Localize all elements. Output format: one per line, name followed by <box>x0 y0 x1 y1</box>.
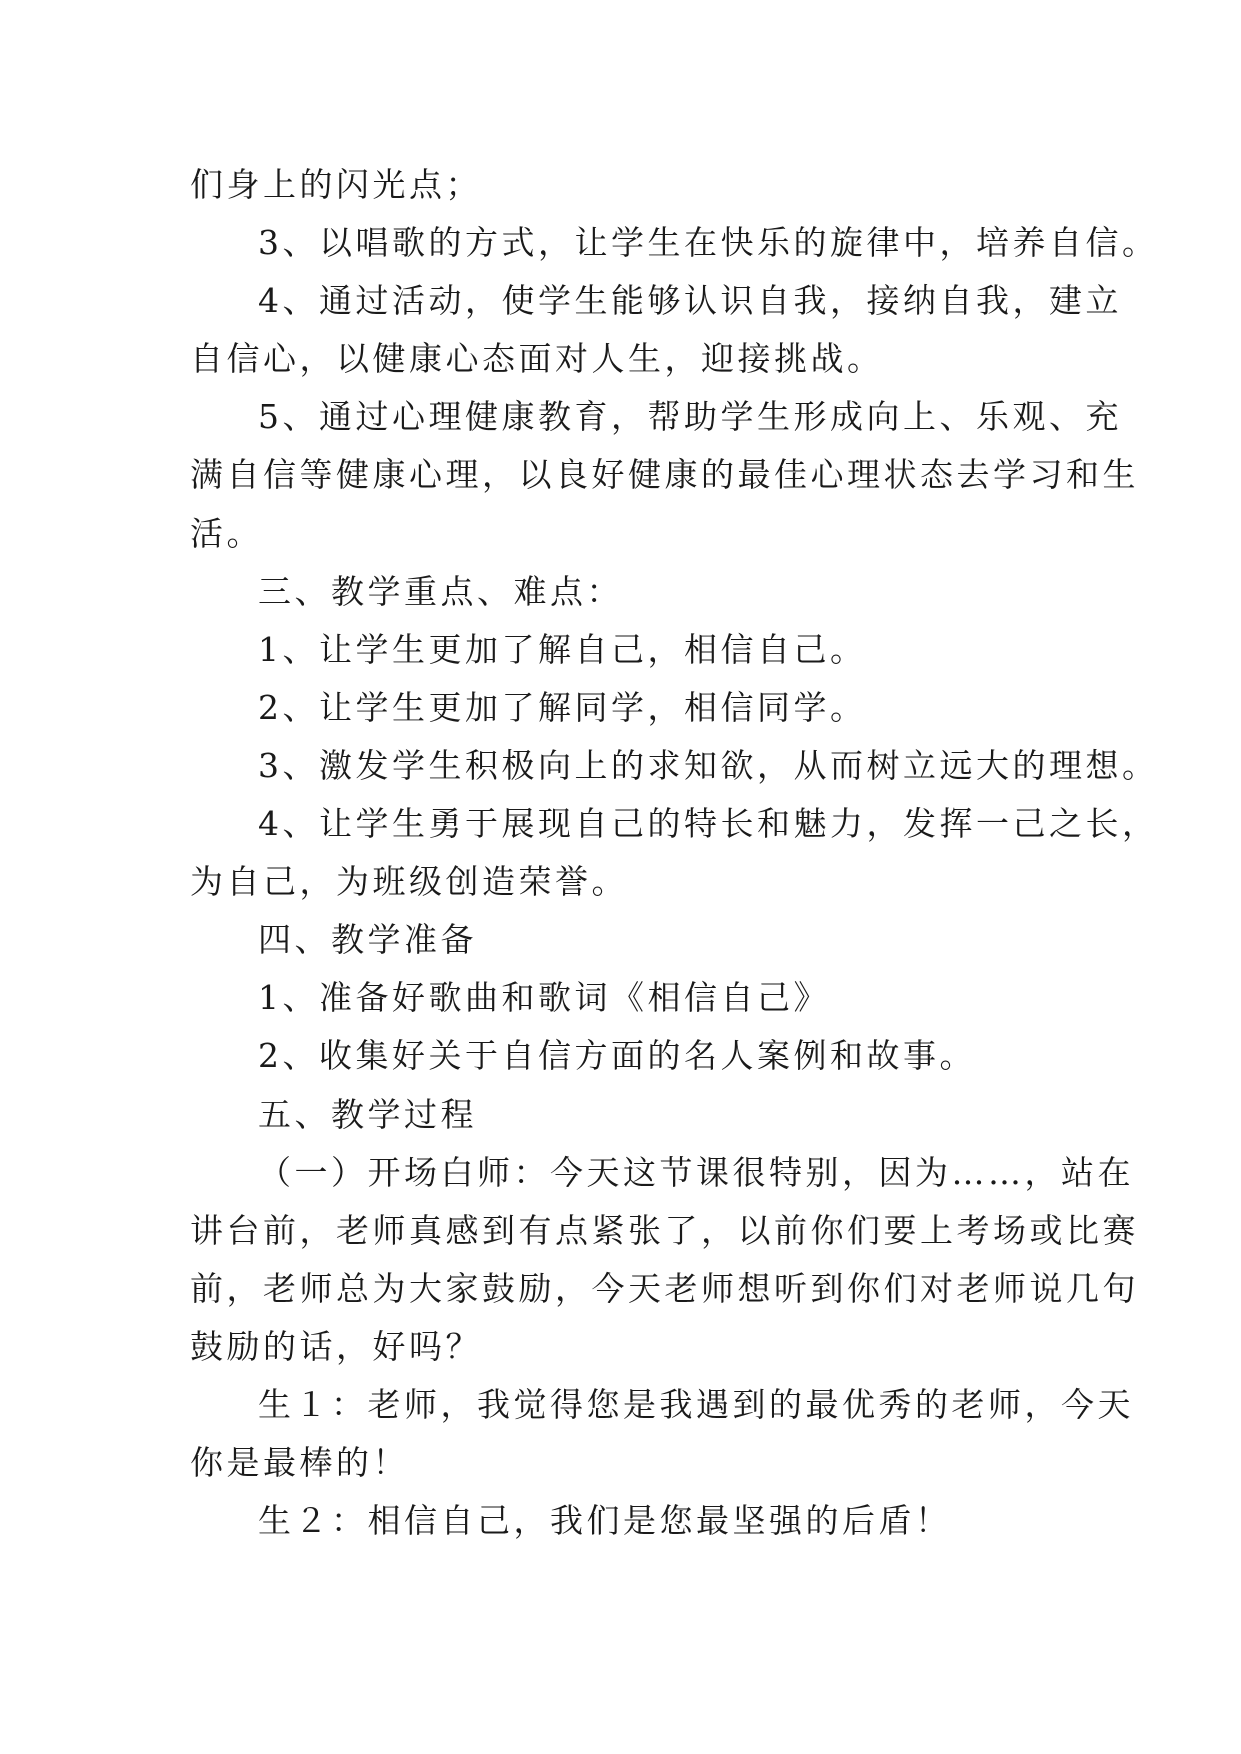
text-line: 2、让学生更加了解同学，相信同学。 <box>258 687 867 727</box>
text-line: 活。 <box>190 513 263 553</box>
text-line: 4、让学生勇于展现自己的特长和魅力，发挥一己之长， <box>258 804 1159 844</box>
text-line: 满自信等健康心理，以良好健康的最佳心理状态去学习和生 <box>190 455 1139 495</box>
text-line: 生１：老师，我觉得您是我遇到的最优秀的老师，今天 <box>258 1384 1134 1424</box>
text-line: 前，老师总为大家鼓励，今天老师想听到你们对老师说几句 <box>190 1268 1139 1308</box>
text-line: 鼓励的话，好吗？ <box>190 1326 482 1366</box>
text-line: 自信心，以健康心态面对人生，迎接挑战。 <box>190 339 884 379</box>
text-line: 3、激发学生积极向上的求知欲，从而树立远大的理想。 <box>258 745 1159 785</box>
text-line: 们身上的闪光点； <box>190 165 482 204</box>
text-line: （一）开场白师：今天这节课很特别，因为……，站在 <box>258 1152 1134 1192</box>
text-line: 5、通过心理健康教育，帮助学生形成向上、乐观、充 <box>258 397 1122 437</box>
text-line: 为自己，为班级创造荣誉。 <box>190 862 628 902</box>
text-line: 三、教学重点、难点： <box>258 571 623 611</box>
text-line: 四、教学准备 <box>258 920 477 960</box>
text-line: 1、准备好歌曲和歌词《相信自己》 <box>258 978 830 1018</box>
text-line: 2、收集好关于自信方面的名人案例和故事。 <box>258 1036 976 1076</box>
text-line: 五、教学过程 <box>258 1094 477 1134</box>
text-line: 讲台前，老师真感到有点紧张了，以前你们要上考场或比赛 <box>190 1210 1139 1250</box>
text-line: 生２：相信自己，我们是您最坚强的后盾！ <box>258 1501 952 1541</box>
text-line: 3、以唱歌的方式，让学生在快乐的旋律中，培养自信。 <box>258 223 1159 263</box>
text-line: 1、让学生更加了解自己，相信自己。 <box>258 629 867 669</box>
text-line: 你是最棒的！ <box>190 1443 409 1483</box>
document-body <box>190 156 1159 1550</box>
text-line: 4、通过活动，使学生能够认识自我，接纳自我，建立 <box>258 281 1122 321</box>
